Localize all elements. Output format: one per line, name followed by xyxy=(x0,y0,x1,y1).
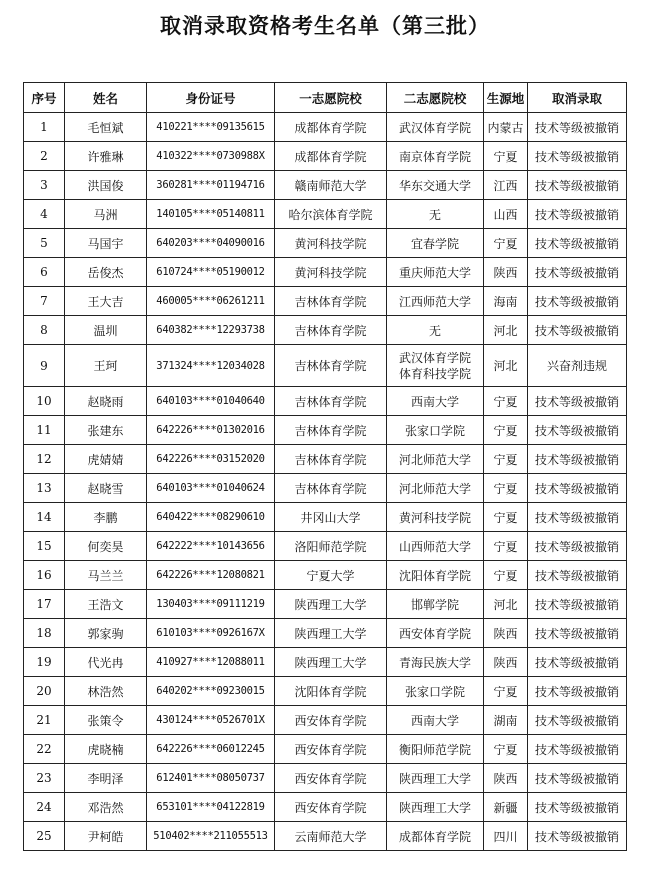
second-choice-line: 武汉体育学院 xyxy=(398,120,471,135)
cell-first-choice: 吉林体育学院 xyxy=(275,387,387,416)
cell-origin: 宁夏 xyxy=(484,532,528,561)
cell-no: 22 xyxy=(24,735,65,764)
cell-cancel-reason: 技术等级被撤销 xyxy=(528,200,627,229)
table-row xyxy=(24,142,627,171)
table-row xyxy=(24,561,627,590)
cell-no: 1 xyxy=(24,113,65,142)
cell-first-choice: 沈阳体育学院 xyxy=(275,677,387,706)
table-row xyxy=(24,316,627,345)
cell-name: 马兰兰 xyxy=(65,561,147,590)
cell-first-choice: 洛阳师范学院 xyxy=(275,532,387,561)
cell-second-choice xyxy=(387,735,484,764)
cell-second-choice xyxy=(387,648,484,677)
table-row xyxy=(24,793,627,822)
cell-no: 20 xyxy=(24,677,65,706)
cell-no: 13 xyxy=(24,474,65,503)
cell-second-choice xyxy=(387,590,484,619)
table-row xyxy=(24,706,627,735)
table-body xyxy=(24,113,627,851)
cell-first-choice: 吉林体育学院 xyxy=(275,287,387,316)
cell-cancel-reason: 技术等级被撤销 xyxy=(528,706,627,735)
cell-second-choice xyxy=(387,561,484,590)
cell-second-choice xyxy=(387,142,484,171)
cell-cancel-reason: 技术等级被撤销 xyxy=(528,258,627,287)
cell-second-choice xyxy=(387,532,484,561)
table-row xyxy=(24,648,627,677)
table-row xyxy=(24,735,627,764)
cell-origin: 宁夏 xyxy=(484,445,528,474)
cell-second-choice xyxy=(387,200,484,229)
cell-no: 10 xyxy=(24,387,65,416)
cell-cancel-reason: 技术等级被撤销 xyxy=(528,316,627,345)
cell-name: 郭家驹 xyxy=(65,619,147,648)
cell-id-number: 430124****0526701X xyxy=(147,706,275,735)
header-cancel-reason: 取消录取 xyxy=(528,83,627,113)
cell-name: 马国宇 xyxy=(65,229,147,258)
cell-id-number: 371324****12034028 xyxy=(147,345,275,387)
cell-no: 7 xyxy=(24,287,65,316)
cell-origin: 宁夏 xyxy=(484,561,528,590)
table-row xyxy=(24,619,627,648)
second-choice-line: 张家口学院 xyxy=(404,423,465,438)
cell-first-choice: 云南师范大学 xyxy=(275,822,387,851)
cell-id-number: 640202****09230015 xyxy=(147,677,275,706)
cell-first-choice: 井冈山大学 xyxy=(275,503,387,532)
cell-origin: 四川 xyxy=(484,822,528,851)
cell-first-choice: 吉林体育学院 xyxy=(275,345,387,387)
header-origin: 生源地 xyxy=(484,83,528,113)
cell-first-choice: 赣南师范大学 xyxy=(275,171,387,200)
table-row xyxy=(24,387,627,416)
cell-origin: 江西 xyxy=(484,171,528,200)
cell-second-choice xyxy=(387,113,484,142)
table-row xyxy=(24,171,627,200)
second-choice-line: 体育科技学院 xyxy=(398,366,471,381)
cell-second-choice xyxy=(387,416,484,445)
cell-name: 张建东 xyxy=(65,416,147,445)
second-choice-line: 张家口学院 xyxy=(404,684,465,699)
cell-id-number: 640382****12293738 xyxy=(147,316,275,345)
cell-second-choice xyxy=(387,229,484,258)
cell-second-choice xyxy=(387,316,484,345)
cell-cancel-reason: 技术等级被撤销 xyxy=(528,561,627,590)
cell-cancel-reason: 技术等级被撤销 xyxy=(528,287,627,316)
cell-origin: 河北 xyxy=(484,316,528,345)
cell-origin: 宁夏 xyxy=(484,416,528,445)
cell-id-number: 640103****01040640 xyxy=(147,387,275,416)
cell-cancel-reason: 技术等级被撤销 xyxy=(528,619,627,648)
cell-cancel-reason: 技术等级被撤销 xyxy=(528,532,627,561)
table-row xyxy=(24,764,627,793)
cell-cancel-reason: 技术等级被撤销 xyxy=(528,142,627,171)
cell-no: 6 xyxy=(24,258,65,287)
cell-second-choice xyxy=(387,706,484,735)
cell-no: 2 xyxy=(24,142,65,171)
cell-name: 岳俊杰 xyxy=(65,258,147,287)
cell-id-number: 140105****05140811 xyxy=(147,200,275,229)
second-choice-line: 西南大学 xyxy=(410,394,459,409)
cell-origin: 宁夏 xyxy=(484,474,528,503)
cell-name: 温圳 xyxy=(65,316,147,345)
cell-no: 3 xyxy=(24,171,65,200)
cell-origin: 陕西 xyxy=(484,648,528,677)
second-choice-line: 无 xyxy=(428,207,441,222)
cell-first-choice: 陕西理工大学 xyxy=(275,590,387,619)
cell-id-number: 642226****03152020 xyxy=(147,445,275,474)
cell-first-choice: 成都体育学院 xyxy=(275,113,387,142)
second-choice-line: 重庆师范大学 xyxy=(398,265,471,280)
cell-origin: 宁夏 xyxy=(484,503,528,532)
cancelled-admission-table xyxy=(23,82,627,851)
cell-id-number: 642222****10143656 xyxy=(147,532,275,561)
cell-name: 虎婧婧 xyxy=(65,445,147,474)
cell-origin: 陕西 xyxy=(484,619,528,648)
cell-origin: 陕西 xyxy=(484,764,528,793)
second-choice-line: 宜春学院 xyxy=(410,236,459,251)
second-choice-line: 河北师范大学 xyxy=(398,452,471,467)
page-title: 取消录取资格考生名单（第三批） xyxy=(160,13,490,38)
cell-second-choice xyxy=(387,474,484,503)
cell-origin: 山西 xyxy=(484,200,528,229)
cell-id-number: 653101****04122819 xyxy=(147,793,275,822)
cell-name: 赵晓雨 xyxy=(65,387,147,416)
cell-second-choice xyxy=(387,793,484,822)
cell-id-number: 510402****211055513 xyxy=(147,822,275,851)
cell-name: 许雅琳 xyxy=(65,142,147,171)
cell-name: 马洲 xyxy=(65,200,147,229)
cell-second-choice xyxy=(387,345,484,387)
cell-no: 9 xyxy=(24,345,65,387)
cell-no: 11 xyxy=(24,416,65,445)
cell-id-number: 130403****09111219 xyxy=(147,590,275,619)
cell-first-choice: 陕西理工大学 xyxy=(275,648,387,677)
cell-cancel-reason: 技术等级被撤销 xyxy=(528,229,627,258)
table-row xyxy=(24,503,627,532)
cell-id-number: 640203****04090016 xyxy=(147,229,275,258)
cell-no: 19 xyxy=(24,648,65,677)
cell-no: 15 xyxy=(24,532,65,561)
second-choice-line: 黄河科技学院 xyxy=(398,510,471,525)
cell-id-number: 610724****05190012 xyxy=(147,258,275,287)
cell-first-choice: 黄河科技学院 xyxy=(275,258,387,287)
cell-no: 16 xyxy=(24,561,65,590)
second-choice-line: 山西师范大学 xyxy=(398,539,471,554)
table-row xyxy=(24,258,627,287)
cell-no: 23 xyxy=(24,764,65,793)
second-choice-line: 陕西理工大学 xyxy=(398,800,471,815)
table-row xyxy=(24,287,627,316)
cell-cancel-reason: 技术等级被撤销 xyxy=(528,764,627,793)
cell-second-choice xyxy=(387,258,484,287)
cell-cancel-reason: 技术等级被撤销 xyxy=(528,113,627,142)
second-choice-line: 华东交通大学 xyxy=(398,178,471,193)
second-choice-line: 江西师范大学 xyxy=(398,294,471,309)
cell-origin: 宁夏 xyxy=(484,677,528,706)
cell-name: 李鹏 xyxy=(65,503,147,532)
cell-no: 25 xyxy=(24,822,65,851)
cell-second-choice xyxy=(387,619,484,648)
cell-id-number: 460005****06261211 xyxy=(147,287,275,316)
cell-cancel-reason: 技术等级被撤销 xyxy=(528,648,627,677)
cell-cancel-reason: 技术等级被撤销 xyxy=(528,793,627,822)
cell-origin: 河北 xyxy=(484,345,528,387)
cell-cancel-reason: 兴奋剂违规 xyxy=(528,345,627,387)
cell-cancel-reason: 技术等级被撤销 xyxy=(528,445,627,474)
cell-id-number: 610103****0926167X xyxy=(147,619,275,648)
cell-cancel-reason: 技术等级被撤销 xyxy=(528,735,627,764)
cell-name: 代光冉 xyxy=(65,648,147,677)
table-row xyxy=(24,532,627,561)
cell-id-number: 410322****0730988X xyxy=(147,142,275,171)
cell-origin: 宁夏 xyxy=(484,229,528,258)
table-row xyxy=(24,416,627,445)
cell-no: 14 xyxy=(24,503,65,532)
cell-name: 张策令 xyxy=(65,706,147,735)
cell-cancel-reason: 技术等级被撤销 xyxy=(528,822,627,851)
table-row xyxy=(24,677,627,706)
cell-id-number: 410221****09135615 xyxy=(147,113,275,142)
cell-origin: 湖南 xyxy=(484,706,528,735)
cell-origin: 内蒙古 xyxy=(484,113,528,142)
cell-second-choice xyxy=(387,445,484,474)
cell-id-number: 642226****01302016 xyxy=(147,416,275,445)
second-choice-line: 邯郸学院 xyxy=(410,597,459,612)
cell-first-choice: 成都体育学院 xyxy=(275,142,387,171)
cell-name: 李明泽 xyxy=(65,764,147,793)
second-choice-line: 沈阳体育学院 xyxy=(398,568,471,583)
cell-first-choice: 黄河科技学院 xyxy=(275,229,387,258)
cell-no: 4 xyxy=(24,200,65,229)
cell-second-choice xyxy=(387,287,484,316)
header-no: 序号 xyxy=(24,83,65,113)
cell-name: 何奕昊 xyxy=(65,532,147,561)
table-row xyxy=(24,113,627,142)
table-row xyxy=(24,229,627,258)
cell-first-choice: 吉林体育学院 xyxy=(275,416,387,445)
cell-origin: 陕西 xyxy=(484,258,528,287)
cell-first-choice: 陕西理工大学 xyxy=(275,619,387,648)
cell-second-choice xyxy=(387,171,484,200)
second-choice-line: 无 xyxy=(428,323,441,338)
cell-id-number: 640103****01040624 xyxy=(147,474,275,503)
cell-id-number: 642226****12080821 xyxy=(147,561,275,590)
cell-origin: 宁夏 xyxy=(484,387,528,416)
cell-second-choice xyxy=(387,677,484,706)
cell-id-number: 360281****01194716 xyxy=(147,171,275,200)
cell-second-choice xyxy=(387,764,484,793)
cell-origin: 海南 xyxy=(484,287,528,316)
second-choice-line: 武汉体育学院 xyxy=(398,350,471,365)
table-row xyxy=(24,822,627,851)
cell-no: 8 xyxy=(24,316,65,345)
cell-cancel-reason: 技术等级被撤销 xyxy=(528,590,627,619)
second-choice-line: 西南大学 xyxy=(410,713,459,728)
cell-id-number: 612401****08050737 xyxy=(147,764,275,793)
cell-origin: 宁夏 xyxy=(484,735,528,764)
cell-first-choice: 吉林体育学院 xyxy=(275,445,387,474)
second-choice-line: 南京体育学院 xyxy=(398,149,471,164)
cell-origin: 新疆 xyxy=(484,793,528,822)
cell-cancel-reason: 技术等级被撤销 xyxy=(528,387,627,416)
cell-name: 洪国俊 xyxy=(65,171,147,200)
table-row xyxy=(24,445,627,474)
cell-no: 21 xyxy=(24,706,65,735)
cell-name: 虎晓楠 xyxy=(65,735,147,764)
cell-first-choice: 吉林体育学院 xyxy=(275,474,387,503)
cell-first-choice: 西安体育学院 xyxy=(275,793,387,822)
table-row xyxy=(24,590,627,619)
cell-no: 5 xyxy=(24,229,65,258)
cell-no: 24 xyxy=(24,793,65,822)
table-header-row xyxy=(24,83,627,113)
table-row xyxy=(24,345,627,387)
second-choice-line: 青海民族大学 xyxy=(398,655,471,670)
cell-second-choice xyxy=(387,387,484,416)
cell-first-choice: 吉林体育学院 xyxy=(275,316,387,345)
table-row xyxy=(24,474,627,503)
cell-name: 王大吉 xyxy=(65,287,147,316)
cell-no: 17 xyxy=(24,590,65,619)
cell-name: 王浩文 xyxy=(65,590,147,619)
cell-first-choice: 西安体育学院 xyxy=(275,735,387,764)
cell-name: 王珂 xyxy=(65,345,147,387)
cell-id-number: 640422****08290610 xyxy=(147,503,275,532)
header-second-choice: 二志愿院校 xyxy=(387,83,484,113)
cell-no: 18 xyxy=(24,619,65,648)
cell-name: 尹柯皓 xyxy=(65,822,147,851)
second-choice-line: 陕西理工大学 xyxy=(398,771,471,786)
cell-name: 邓浩然 xyxy=(65,793,147,822)
cell-cancel-reason: 技术等级被撤销 xyxy=(528,416,627,445)
cell-origin: 河北 xyxy=(484,590,528,619)
second-choice-line: 西安体育学院 xyxy=(398,626,471,641)
second-choice-line: 成都体育学院 xyxy=(398,829,471,844)
cell-name: 毛恒斌 xyxy=(65,113,147,142)
cell-cancel-reason: 技术等级被撤销 xyxy=(528,474,627,503)
cell-cancel-reason: 技术等级被撤销 xyxy=(528,171,627,200)
cell-first-choice: 宁夏大学 xyxy=(275,561,387,590)
cell-first-choice: 西安体育学院 xyxy=(275,706,387,735)
cell-first-choice: 西安体育学院 xyxy=(275,764,387,793)
cell-name: 林浩然 xyxy=(65,677,147,706)
header-name: 姓名 xyxy=(65,83,147,113)
cell-second-choice xyxy=(387,503,484,532)
second-choice-line: 河北师范大学 xyxy=(398,481,471,496)
cell-first-choice: 哈尔滨体育学院 xyxy=(275,200,387,229)
header-first-choice: 一志愿院校 xyxy=(275,83,387,113)
cell-cancel-reason: 技术等级被撤销 xyxy=(528,503,627,532)
cell-id-number: 642226****06012245 xyxy=(147,735,275,764)
cell-origin: 宁夏 xyxy=(484,142,528,171)
second-choice-line: 衡阳师范学院 xyxy=(398,742,471,757)
cell-id-number: 410927****12088011 xyxy=(147,648,275,677)
table-row xyxy=(24,200,627,229)
cell-second-choice xyxy=(387,822,484,851)
header-id-number: 身份证号 xyxy=(147,83,275,113)
cell-no: 12 xyxy=(24,445,65,474)
cell-cancel-reason: 技术等级被撤销 xyxy=(528,677,627,706)
cell-name: 赵晓雪 xyxy=(65,474,147,503)
